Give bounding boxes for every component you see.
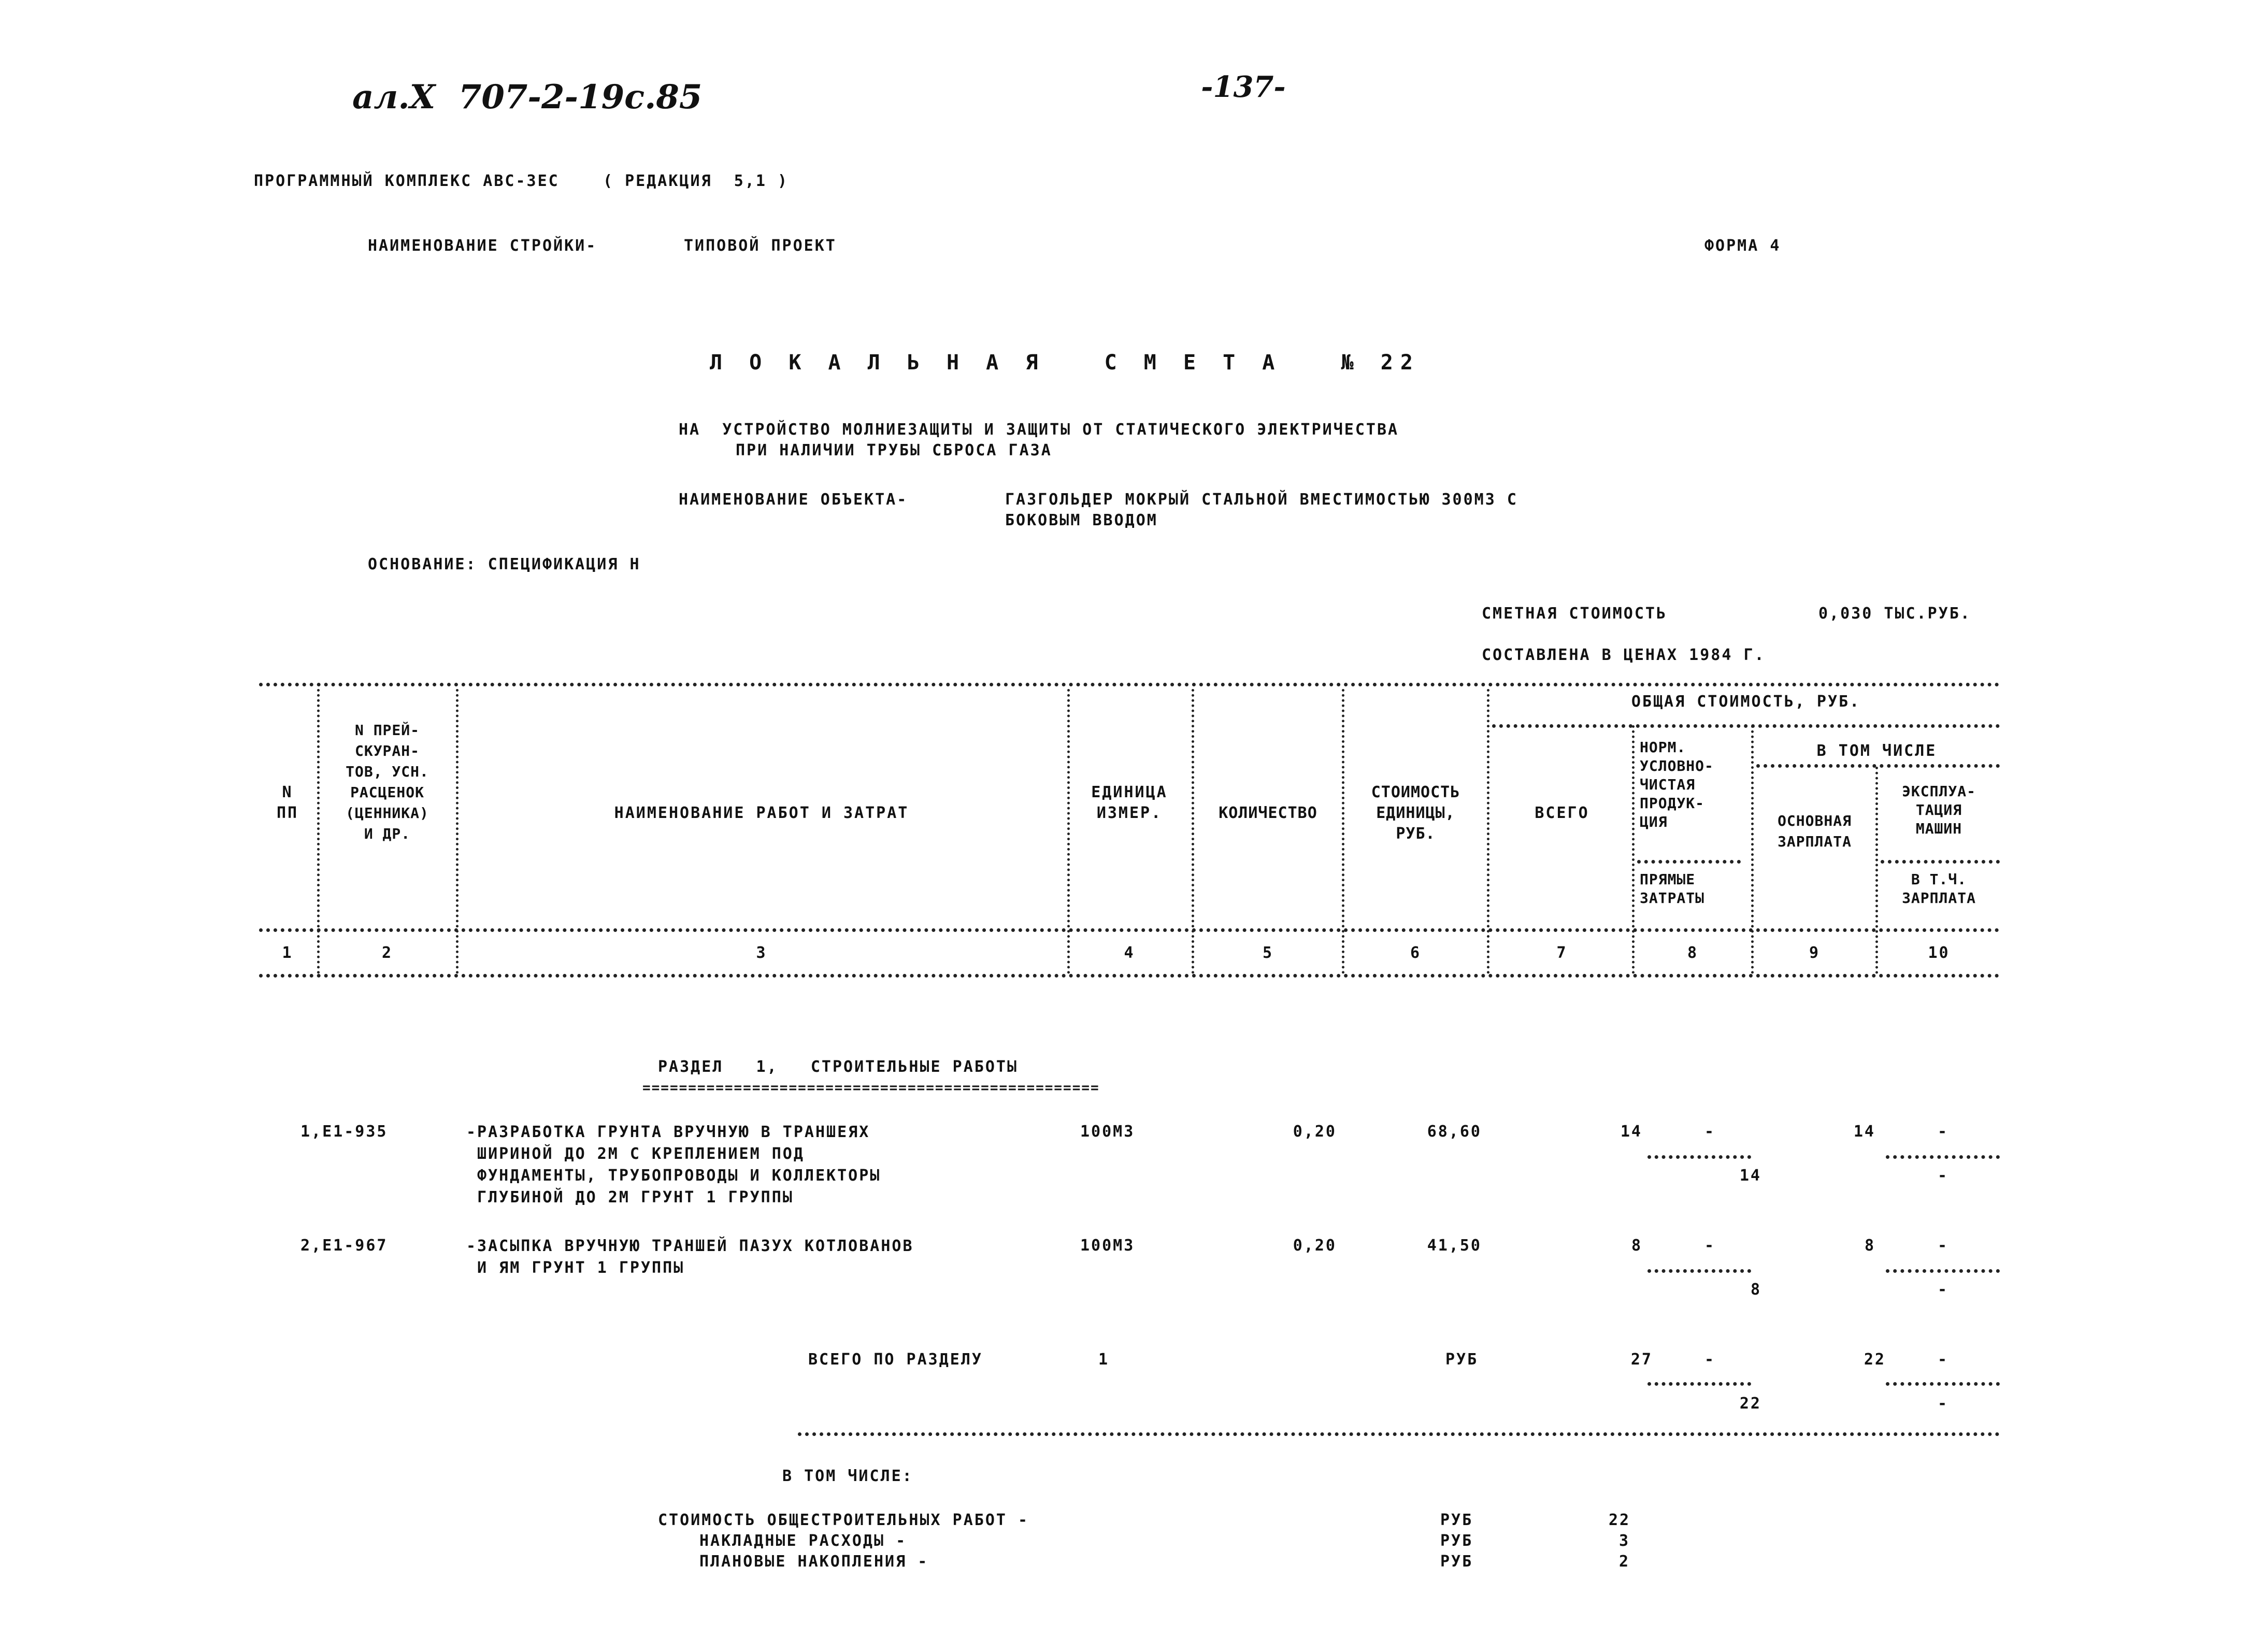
estimate-title: Л О К А Л Ь Н А Я С М Е Т А № 22 [710,351,1420,375]
col-number: 8 [1687,944,1699,962]
row-machines-rule [1886,1155,2000,1159]
section-underline: ================================================== [642,1080,1100,1096]
object-label: НАИМЕНОВАНИЕ ОБЪЕКТА- [679,491,908,509]
totals-rule [798,1432,2000,1436]
including-item-value: 3 [1619,1532,1630,1550]
col-header-including: В ТОМ ЧИСЛЕ [1816,742,1937,760]
col-header-machines: ЭКСПЛУА- ТАЦИЯ МАШИН [1902,783,1976,837]
row-code: 2,Е1-967 [300,1237,388,1255]
section-title: РАЗДЕЛ 1, СТРОИТЕЛЬНЫЕ РАБОТЫ [658,1058,1019,1076]
section-total-salary: 22 [1864,1351,1886,1369]
including-label: В ТОМ ЧИСЛЕ: [782,1467,913,1485]
row-norm-rule [1647,1155,1751,1159]
estimate-subject-2: ПРИ НАЛИЧИИ ТРУБЫ СБРОСА ГАЗА [736,441,1052,459]
row-machines-salary-mark: - [1938,1281,1949,1299]
row-machines-mark: - [1938,1237,1949,1255]
col-header-total: ВСЕГО [1535,804,1589,822]
col-number: 9 [1809,944,1821,962]
col-number: 2 [381,944,393,962]
col-header-pricelist: N ПРЕЙ- СКУРАН- ТОВ, УСН. РАСЦЕНОК (ЦЕННИКА) И ДР. [346,722,429,842]
table-numbers-rule [259,974,2000,978]
basis-line: ОСНОВАНИЕ: СПЕЦИФИКАЦИЯ Н [368,555,641,573]
col-header-unit-cost: СТОИМОСТЬ ЕДИНИЦЫ, РУБ. [1371,783,1460,843]
price-level: СОСТАВЛЕНА В ЦЕНАХ 1984 Г. [1482,646,1766,664]
construction-value: ТИПОВОЙ ПРОЕКТ [684,237,837,255]
row-unit: 100М3 [1080,1123,1135,1141]
object-line-2: БОКОВЫМ ВВОДОМ [1005,511,1158,529]
including-item-unit: РУБ [1440,1532,1473,1550]
estimate-subject-1: НА УСТРОЙСТВО МОЛНИЕЗАЩИТЫ И ЗАЩИТЫ ОТ СТАТИЧЕСКОГО ЭЛЕКТРИЧЕСТВА [679,421,1399,439]
section-total-norm-rule [1647,1382,1751,1386]
row-machines-rule [1886,1269,2000,1273]
section-total-machines-rule [1886,1382,2000,1386]
including-item-value: 2 [1619,1553,1630,1571]
section-total-unit: РУБ [1445,1351,1479,1369]
section-total-sum: 27 [1630,1351,1653,1369]
estimated-cost-label: СМЕТНАЯ СТОИМОСТЬ [1482,605,1668,623]
row-unit-cost: 41,50 [1427,1237,1482,1255]
row-direct-cost: 8 [1750,1281,1761,1299]
row-unit: 100М3 [1080,1237,1135,1255]
section-total-label: ВСЕГО ПО РАЗДЕЛУ [808,1351,983,1369]
col-header-direct: ПРЯМЫЕ ЗАТРАТЫ [1640,871,1705,907]
section-total-machines-mark: - [1938,1351,1949,1369]
row-salary: 8 [1864,1237,1875,1255]
col-number: 3 [756,944,767,962]
row-salary: 14 [1853,1123,1875,1141]
estimated-cost-value: 0,030 ТЫС.РУБ. [1818,605,1971,623]
row-total: 8 [1631,1237,1642,1255]
program-line: ПРОГРАММНЫЙ КОМПЛЕКС АВС-3ЕС ( РЕДАКЦИЯ 5,1 ) [254,172,789,190]
col-header-num: N ПП [276,783,299,822]
row-machines-salary-mark: - [1938,1167,1949,1185]
including-item-label: СТОИМОСТЬ ОБЩЕСТРОИТЕЛЬНЫХ РАБОТ - [658,1511,1029,1529]
c10-split-rule [1881,860,2000,864]
incl-rule [1756,764,2000,768]
row-code: 1,Е1-935 [300,1123,388,1141]
header-bottom-rule [259,928,2000,932]
including-item-unit: РУБ [1440,1511,1473,1529]
col-header-general: ОБЩАЯ СТОИМОСТЬ, РУБ. [1631,693,1861,711]
row-norm-mark: - [1704,1123,1716,1141]
row-quantity: 0,20 [1293,1237,1337,1255]
col-sep-3 [1067,689,1070,974]
col-sep-4 [1192,689,1194,974]
col-header-machines-salary: В Т.Ч. ЗАРПЛАТА [1902,871,1976,907]
object-line-1: ГАЗГОЛЬДЕР МОКРЫЙ СТАЛЬНОЙ ВМЕСТИМОСТЬЮ 300М3 С [1005,491,1518,509]
c8-split-rule [1637,860,1741,864]
col-header-salary: ОСНОВНАЯ ЗАРПЛАТА [1778,812,1852,850]
section-total-number: 1 [1098,1351,1110,1369]
col-sep-6 [1487,689,1489,974]
col-header-norm: НОРМ. УСЛОВНО- ЧИСТАЯ ПРОДУК- ЦИЯ [1640,739,1714,830]
table-top-rule [259,683,2000,686]
col-number: 1 [282,944,293,962]
row-quantity: 0,20 [1293,1123,1337,1141]
general-cost-rule [1492,724,2000,728]
row-direct-cost: 14 [1739,1167,1761,1185]
row-norm-mark: - [1704,1237,1716,1255]
section-total-norm-mark: - [1704,1351,1716,1369]
col-header-unit: ЕДИНИЦА ИЗМЕР. [1091,783,1168,822]
page-number: -137- [1201,70,1286,104]
col-sep-2 [456,689,458,974]
including-item-unit: РУБ [1440,1553,1473,1571]
row-norm-rule [1647,1269,1751,1273]
col-number: 4 [1124,944,1135,962]
col-number: 7 [1556,944,1568,962]
col-sep-7 [1632,725,1635,974]
col-number: 6 [1410,944,1422,962]
col-header-quantity: КОЛИЧЕСТВО [1219,804,1317,822]
including-item-label: ПЛАНОВЫЕ НАКОПЛЕНИЯ - [699,1553,929,1571]
row-machines-mark: - [1938,1123,1949,1141]
row-description: -РАЗРАБОТКА ГРУНТА ВРУЧНУЮ В ТРАНШЕЯХ ШИРИНОЙ ДО 2М С КРЕПЛЕНИЕМ ПОД ФУНДАМЕНТЫ, ТРУБОПРОВОДЫ И КОЛЛЕКТОРЫ ГЛУБИНОЙ ДО 2М ГРУНТ 1 ГРУППЫ [466,1123,881,1206]
section-total-machines-salary-mark: - [1938,1395,1949,1413]
row-total: 14 [1620,1123,1642,1141]
col-header-work-name: НАИМЕНОВАНИЕ РАБОТ И ЗАТРАТ [614,804,909,822]
row-unit-cost: 68,60 [1427,1123,1482,1141]
album-number: ал.X 707-2-19с.85 [352,78,703,117]
col-number: 10 [1928,944,1950,962]
row-description: -ЗАСЫПКА ВРУЧНУЮ ТРАНШЕЙ ПАЗУХ КОТЛОВАНОВ И ЯМ ГРУНТ 1 ГРУППЫ [466,1237,914,1277]
section-total-direct: 22 [1739,1395,1761,1413]
including-item-label: НАКЛАДНЫЕ РАСХОДЫ - [699,1532,907,1550]
construction-label: НАИМЕНОВАНИЕ СТРОЙКИ- [368,237,597,255]
including-item-value: 22 [1609,1511,1631,1529]
col-number: 5 [1262,944,1274,962]
form-label: ФОРМА 4 [1704,237,1781,255]
